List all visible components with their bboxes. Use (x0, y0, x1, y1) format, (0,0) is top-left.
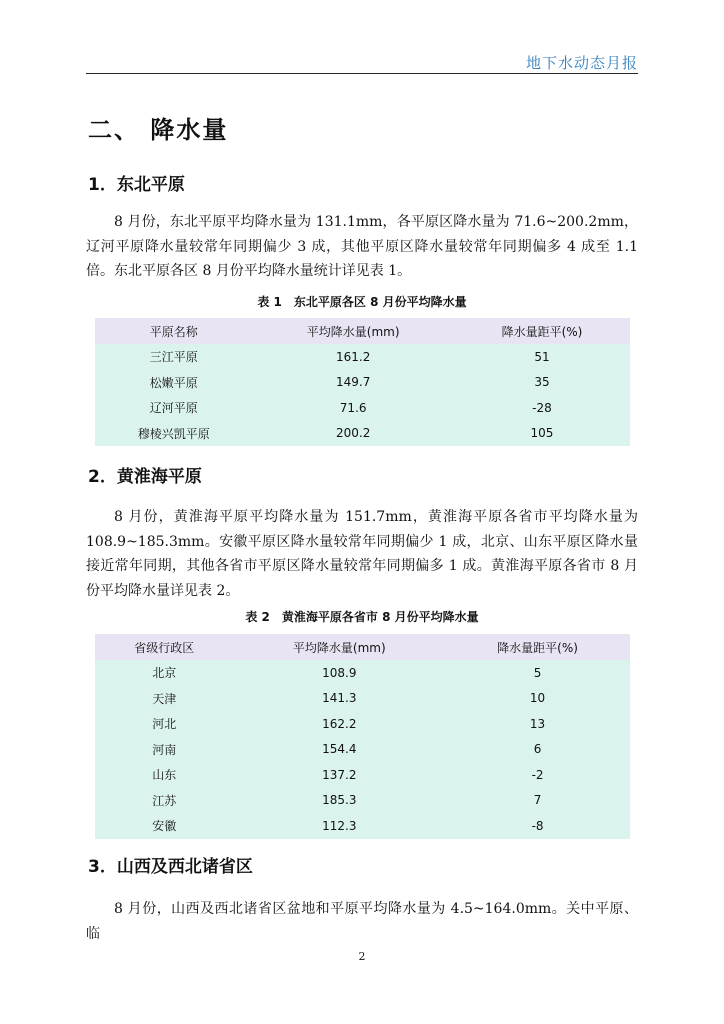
column-header: 省级行政区 (95, 634, 234, 660)
table-cell: 7 (445, 788, 630, 814)
table-cell: 山东 (95, 762, 234, 788)
table-cell: 112.3 (234, 813, 446, 839)
table-cell: 5 (445, 660, 630, 686)
table-cell: 安徽 (95, 813, 234, 839)
table-cell: 穆棱兴凯平原 (95, 421, 252, 447)
table-row (95, 660, 630, 686)
table-cell: 10 (445, 686, 630, 712)
table-row (95, 813, 630, 839)
table-row (95, 762, 630, 788)
table-cell: 江苏 (95, 788, 234, 814)
table-cell: 三江平原 (95, 344, 252, 370)
table1 (95, 318, 630, 446)
header-divider (86, 73, 638, 74)
table-row (95, 421, 630, 447)
table-row (95, 737, 630, 763)
table-cell: 141.3 (234, 686, 446, 712)
table-cell: 13 (445, 711, 630, 737)
table-cell: -2 (445, 762, 630, 788)
table-row (95, 788, 630, 814)
table-cell: 河南 (95, 737, 234, 763)
table-cell: 105 (454, 421, 630, 447)
table-cell: 松嫩平原 (95, 370, 252, 396)
subsection-heading-northeast: 1．东北平原 (88, 175, 185, 195)
table-cell: 200.2 (252, 421, 454, 447)
table2-caption: 表 2 黄淮海平原各省市 8 月份平均降水量 (245, 610, 479, 624)
table-cell: 天津 (95, 686, 234, 712)
table2 (95, 634, 630, 839)
table-cell: 149.7 (252, 370, 454, 396)
table-cell: 154.4 (234, 737, 446, 763)
table-cell: 161.2 (252, 344, 454, 370)
table-cell: 辽河平原 (95, 395, 252, 421)
column-header: 平均降水量(mm) (234, 634, 446, 660)
table-cell: 185.3 (234, 788, 446, 814)
table-cell: 137.2 (234, 762, 446, 788)
table-cell: -8 (445, 813, 630, 839)
table-cell: 北京 (95, 660, 234, 686)
column-header: 平原名称 (95, 318, 252, 344)
table-cell: 162.2 (234, 711, 446, 737)
table-cell: 35 (454, 370, 630, 396)
table-row (95, 395, 630, 421)
table-header-row (95, 634, 630, 660)
table-row (95, 344, 630, 370)
section-title: 二、 降水量 (88, 116, 229, 144)
report-header-title: 地下水动态月报 (525, 54, 638, 72)
column-header: 平均降水量(mm) (252, 318, 454, 344)
column-header: 降水量距平(%) (454, 318, 630, 344)
table1-caption: 表 1 东北平原各区 8 月份平均降水量 (257, 295, 467, 309)
table-header-row (95, 318, 630, 344)
subsection-heading-shanxi-northwest: 3．山西及西北诸省区 (88, 857, 253, 877)
table-cell: -28 (454, 395, 630, 421)
table-cell: 108.9 (234, 660, 446, 686)
table-row (95, 711, 630, 737)
table-cell: 51 (454, 344, 630, 370)
table-row (95, 686, 630, 712)
paragraph-huanghuaihai: 8 月份，黄淮海平原平均降水量为 151.7mm，黄淮海平原各省市平均降水量为 108.9~185.3mm。安徽平原区降水量较常年同期偏少 1 成，北京、山东平原区降水量接近常年同期，其他各省市平原区降水量较常年同期偏多 1 成。黄淮海平原各省市 8 月份平均降水量详见表 2。 (86, 509, 638, 599)
column-header: 降水量距平(%) (445, 634, 630, 660)
page-number: 2 (358, 950, 366, 963)
table-row (95, 370, 630, 396)
table-cell: 71.6 (252, 395, 454, 421)
paragraph-shanxi-northwest: 8 月份，山西及西北诸省区盆地和平原平均降水量为 4.5~164.0mm。关中平原、临 (86, 901, 638, 942)
subsection-heading-huanghuaihai: 2．黄淮海平原 (88, 467, 202, 487)
paragraph-northeast: 8 月份，东北平原平均降水量为 131.1mm，各平原区降水量为 71.6~200.2mm，辽河平原降水量较常年同期偏少 3 成，其他平原区降水量较常年同期偏多 4 成至 1.1 倍。东北平原各区 8 月份平均降水量统计详见表 1。 (86, 214, 638, 279)
table-cell: 6 (445, 737, 630, 763)
table-cell: 河北 (95, 711, 234, 737)
